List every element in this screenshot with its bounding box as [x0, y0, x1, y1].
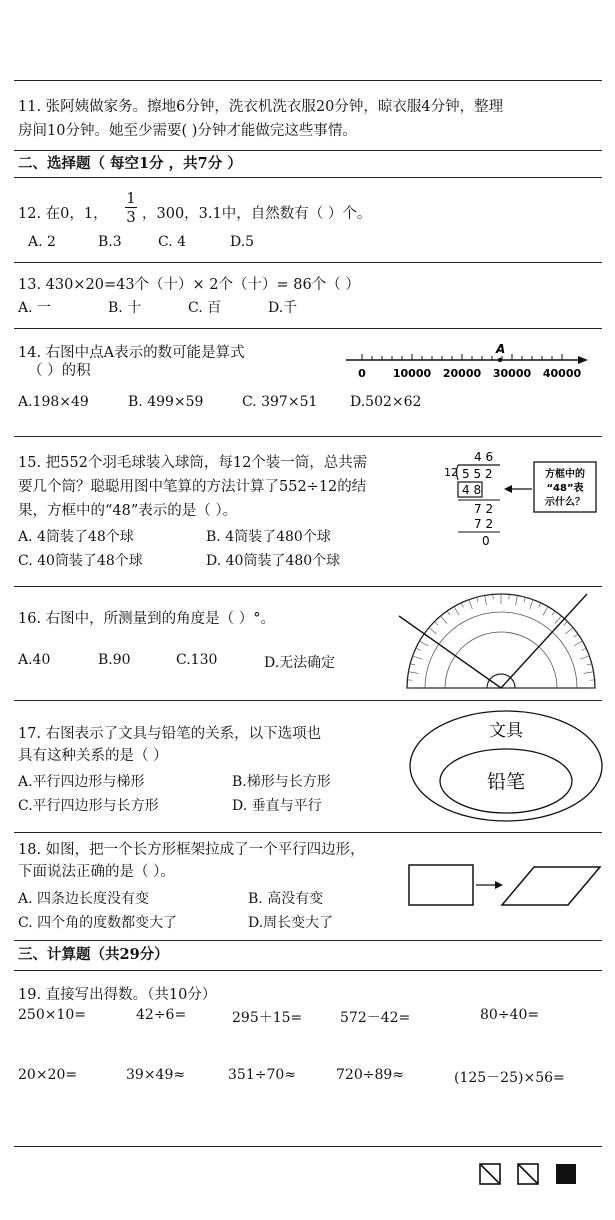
- corner-marks: [478, 1162, 580, 1186]
- q18-line2: 下面说法正确的是（ ）。: [18, 864, 175, 880]
- q12-option-d[interactable]: D.5: [230, 234, 255, 250]
- protractor-tick: [408, 672, 418, 674]
- division-subtract: 7 2: [474, 517, 494, 531]
- q12-option-c[interactable]: C. 4: [158, 234, 187, 250]
- protractor-tick: [587, 664, 592, 665]
- callout-line1: 方框中的: [545, 469, 585, 480]
- diagonal-box-icon: [518, 1164, 538, 1184]
- calc-item: 351÷70≈: [228, 1067, 296, 1083]
- q13-option-a[interactable]: A. 一: [18, 300, 52, 316]
- protractor-tick: [485, 595, 487, 605]
- division-quotient: 4 6: [474, 450, 494, 464]
- q11-line1: 11. 张阿姨做家务。擦地6分钟，洗衣机洗衣服20分钟，晾衣服4分钟，整理: [18, 99, 504, 115]
- q12-fraction: [124, 189, 138, 226]
- q15-option-c[interactable]: C. 40筒装了48个球: [18, 553, 143, 569]
- divider: [14, 150, 602, 151]
- protractor-tick: [580, 656, 589, 659]
- divider: [14, 832, 602, 833]
- point-a-label: A: [496, 342, 506, 356]
- q18-line1: 18. 如图，把一个长方形框架拉成了一个平行四边形，: [18, 842, 365, 858]
- q16-option-b[interactable]: B.90: [98, 652, 131, 668]
- calc-item: 42÷6=: [136, 1007, 187, 1023]
- protractor-tick: [565, 628, 573, 634]
- q14-option-a[interactable]: A.198×49: [18, 394, 89, 410]
- parallelogram-shape: [502, 867, 600, 905]
- q13-option-d[interactable]: D.千: [268, 300, 298, 316]
- calc-item: 295＋15=: [232, 1010, 303, 1026]
- divider: [14, 940, 602, 941]
- q17-line1: 17. 右图表示了文具与铅笔的关系，以下选项也: [18, 726, 322, 742]
- axis-label-40000: 40000: [542, 367, 582, 380]
- calc-item: 20×20=: [18, 1067, 78, 1083]
- q14-line2: （ ）的积: [28, 363, 91, 379]
- q15-option-d[interactable]: D. 40筒装了480个球: [206, 553, 341, 569]
- divider: [14, 328, 602, 329]
- arrow-icon: [495, 881, 503, 889]
- divider: [14, 436, 602, 437]
- filled-box-icon: [556, 1164, 576, 1184]
- protractor-tick: [530, 600, 533, 609]
- q16-option-a[interactable]: A.40: [18, 652, 51, 668]
- protractor-tick: [441, 616, 447, 624]
- protractor-tick: [543, 607, 548, 616]
- division-result: 0: [482, 534, 490, 548]
- arrow-icon: [504, 485, 512, 493]
- protractor-tick: [584, 672, 594, 674]
- axis-label-30000: 30000: [492, 367, 532, 380]
- q12-suffix: ，300，3.1中，自然数有（ ）个。: [142, 206, 372, 222]
- q11-line2: 房间10分钟。她至少需要( )分钟才能做完这些事情。: [18, 123, 357, 139]
- protractor-tick: [469, 600, 472, 609]
- q13-option-b[interactable]: B. 十: [108, 300, 142, 316]
- q15-line3: 果，方框中的“48”表示的是（ ）。: [18, 503, 238, 519]
- divider: [14, 700, 602, 701]
- q18-option-c[interactable]: C. 四个角的度数都变大了: [18, 915, 178, 931]
- q18-option-b[interactable]: B. 高没有变: [248, 891, 324, 907]
- axis-label-20000: 20000: [442, 367, 482, 380]
- number-line: [340, 340, 590, 384]
- q19-title: 19. 直接写出得数。（共10分）: [18, 987, 217, 1003]
- protractor-tick: [552, 611, 555, 615]
- protractor-tick: [582, 648, 587, 650]
- division-remainder: 7 2: [474, 502, 494, 516]
- protractor-tick: [564, 622, 568, 626]
- division-divisor: 12: [444, 466, 458, 479]
- axis-label-0: 0: [358, 367, 366, 380]
- q16-option-c[interactable]: C.130: [176, 652, 218, 668]
- protractor-tick: [524, 597, 525, 602]
- q13-text: 13. 430×20=43个（十）× 2个（十）= 86个（ ）: [18, 277, 360, 293]
- protractor-tick: [574, 634, 578, 637]
- q16-option-d[interactable]: D.无法确定: [264, 655, 336, 671]
- division-dividend: 5 5 2: [462, 467, 493, 481]
- long-division-figure: [434, 446, 600, 550]
- protractor-tick: [413, 656, 422, 659]
- section3-title: 三、计算题（共29分）: [18, 946, 169, 963]
- q14-option-b[interactable]: B. 499×59: [128, 394, 204, 410]
- calc-item: 39×49≈: [126, 1067, 186, 1083]
- q17-line2: 具有这种关系的是（ ）: [18, 748, 168, 764]
- protractor-tick: [410, 664, 415, 665]
- calc-item: 572－42=: [340, 1010, 411, 1026]
- calc-item: 250×10=: [18, 1007, 86, 1023]
- divider: [14, 262, 602, 263]
- q14-option-d[interactable]: D.502×62: [350, 394, 422, 410]
- q13-option-c[interactable]: C. 百: [188, 300, 222, 316]
- section2-title: 二、选择题（ 每空1分 ，共7分 ）: [18, 155, 242, 172]
- q14-line1: 14. 右图中点A表示的数可能是算式: [18, 345, 245, 361]
- q14-option-c[interactable]: C. 397×51: [242, 394, 318, 410]
- divider: [14, 177, 602, 178]
- q18-option-d[interactable]: D.周长变大了: [248, 915, 334, 931]
- q17-option-b[interactable]: B.梯形与长方形: [232, 774, 331, 790]
- q12-option-a[interactable]: A. 2: [28, 234, 56, 250]
- q12-prefix: 12. 在0，1，: [18, 206, 108, 222]
- protractor-figure: [395, 590, 607, 696]
- division-boxed-value: 4 8: [462, 483, 482, 497]
- calc-item: 720÷89≈: [336, 1067, 404, 1083]
- fraction-numerator: 1: [126, 189, 136, 207]
- q18-option-a[interactable]: A. 四条边长度没有变: [18, 891, 150, 907]
- divider: [14, 970, 602, 971]
- q15-option-a[interactable]: A. 4筒装了48个球: [18, 529, 134, 545]
- point-a-marker: [498, 358, 502, 362]
- q17-option-c[interactable]: C.平行四边形与长方形: [18, 798, 159, 814]
- divider-top: [14, 80, 602, 81]
- calc-item: 80÷40=: [480, 1007, 540, 1023]
- fraction-denominator: 3: [126, 208, 136, 226]
- protractor-tick: [516, 595, 518, 605]
- protractor-tick: [574, 641, 583, 646]
- rectangle-to-parallelogram-figure: [406, 862, 602, 910]
- callout-line3: 示什么？: [545, 497, 585, 508]
- q16-text: 16. 右图中，所测量到的角度是（ ）°。: [18, 611, 276, 627]
- q12-option-b[interactable]: B.3: [98, 234, 122, 250]
- q15-line2: 要几个筒？聪聪用图中笔算的方法计算了552÷12的结: [18, 479, 367, 495]
- divider: [14, 586, 602, 587]
- protractor-tick: [429, 628, 437, 634]
- outer-set-label: 文具: [489, 721, 523, 741]
- angle-ray-right: [501, 594, 587, 688]
- protractor-tick: [447, 611, 450, 615]
- q17-option-d[interactable]: D. 垂直与平行: [232, 798, 322, 814]
- q15-option-b[interactable]: B. 4筒装了480个球: [206, 529, 331, 545]
- protractor-tick: [539, 603, 541, 608]
- protractor-tick: [420, 641, 429, 646]
- q17-option-a[interactable]: A.平行四边形与梯形: [18, 774, 145, 790]
- axis-label-10000: 10000: [392, 367, 432, 380]
- rectangle-shape: [409, 865, 473, 905]
- diagonal-box-icon: [480, 1164, 500, 1184]
- protractor-tick: [454, 607, 459, 616]
- set-diagram: [408, 708, 604, 824]
- q15-line1: 15. 把552个羽毛球装入球筒，每12个装一筒，总共需: [18, 455, 368, 471]
- calc-item: (125－25)×56=: [454, 1070, 565, 1086]
- protractor-tick: [435, 622, 439, 626]
- protractor-tick: [461, 603, 463, 608]
- protractor-tick: [477, 597, 478, 602]
- inner-set-label: 铅笔: [486, 771, 526, 793]
- callout-line2: “48”表: [546, 483, 584, 494]
- protractor-tick: [416, 648, 421, 650]
- divider-bottom: [14, 1146, 602, 1147]
